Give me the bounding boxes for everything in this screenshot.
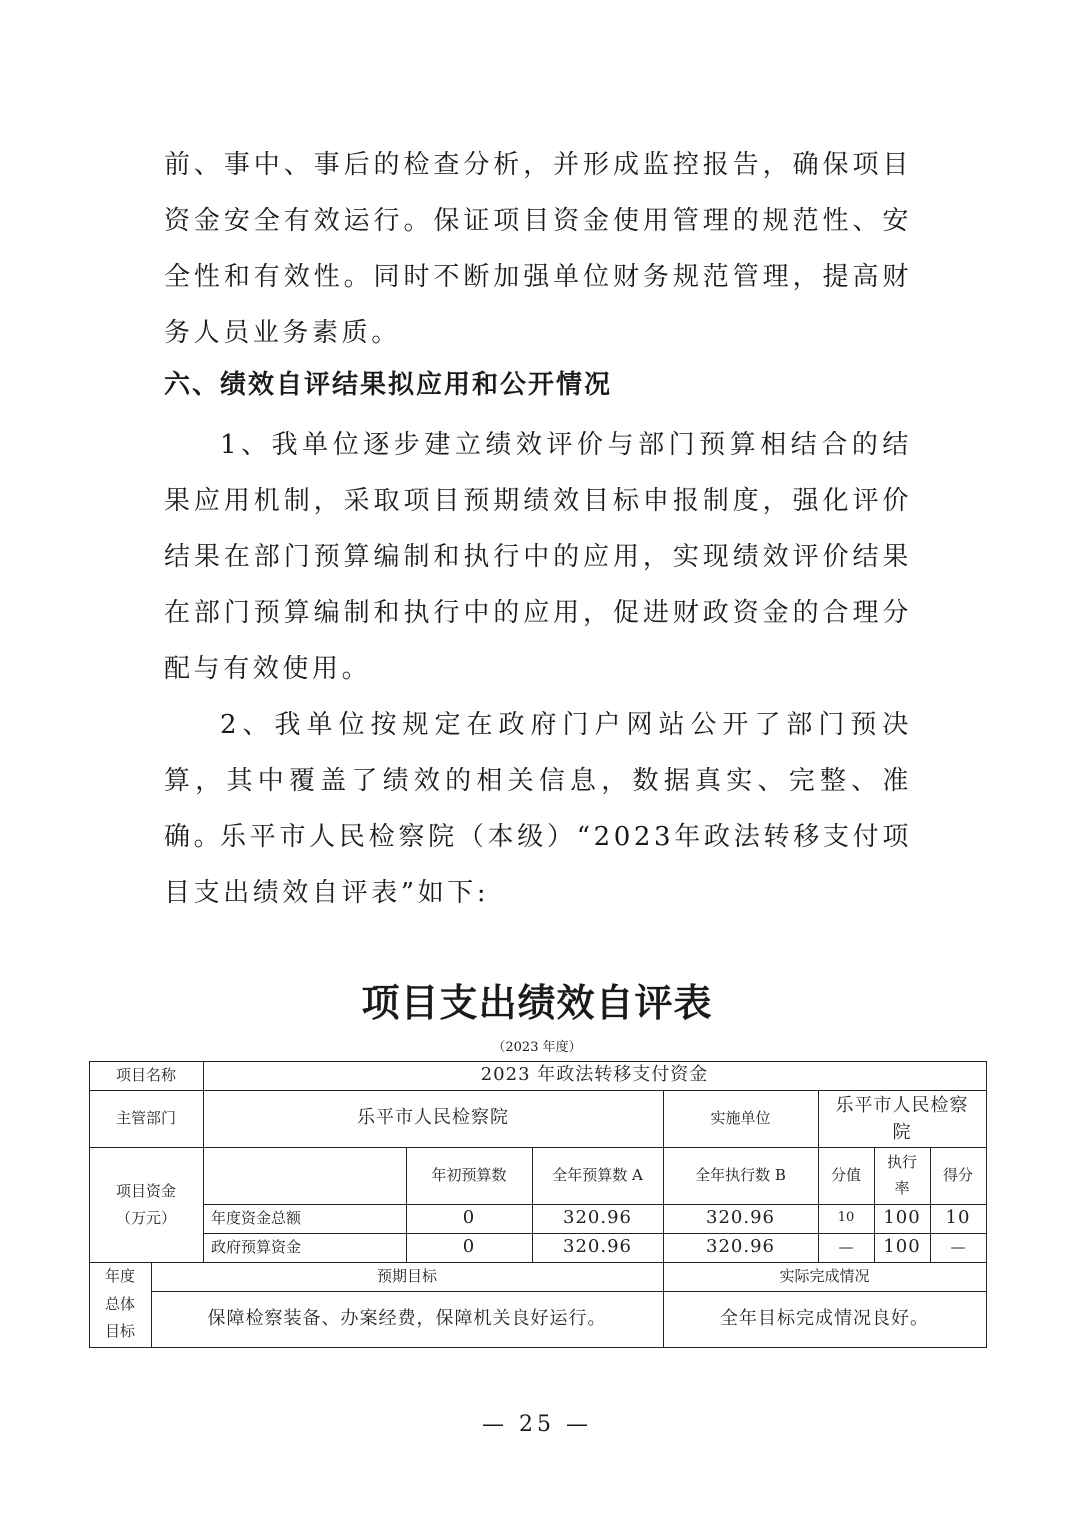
col-annual-budget: 全年预算数 A [552, 1166, 643, 1185]
col-initial-budget: 年初预算数 [431, 1166, 507, 1185]
col-exec-rate: 执行 率 [886, 1153, 917, 1197]
col-score-value: 分值 [830, 1166, 861, 1185]
expected-goal-value: 保障检察装备、办案经费，保障机关良好运行。 [207, 1307, 607, 1329]
row-label: 年度资金总额 [211, 1209, 302, 1228]
paragraph-2: 2、我单位按规定在政府门户网站公开了部门预决算，其中覆盖了绩效的相关信息，数据真实、完整、准确。 [164, 710, 912, 852]
impl-label: 实施单位 [710, 1109, 771, 1128]
goal-label: 年度 总体 目标 [104, 1266, 135, 1341]
row-score-value: 10 [837, 1210, 855, 1226]
row-annual-budget: 320.96 [563, 1207, 632, 1229]
funds-label: 项目资金 （万元） [115, 1181, 176, 1227]
table-title: 项目支出绩效自评表 [361, 981, 713, 1025]
paragraph-3: 乐平市人民检察院（本级）“2023年政法转移支付项目支出绩效自评表”如下: [164, 822, 912, 908]
table-border-right [986, 1061, 987, 1348]
dept-label: 主管部门 [115, 1109, 176, 1128]
row-annual-budget: 320.96 [563, 1236, 632, 1258]
row-initial: 0 [462, 1236, 476, 1258]
project-name-label: 项目名称 [115, 1066, 176, 1085]
actual-result-label: 实际完成情况 [779, 1267, 870, 1286]
paragraph-1: 1、我单位逐步建立绩效评价与部门预算相结合的结果应用机制，采取项目预期绩效目标申报制度，强化评价结果在部门预算编制和执行中的应用，实现绩效评价结果在部门预算编制和执行中的应用，促进财政资金的合理分配与有效使用。 [164, 430, 912, 684]
row-label: 政府预算资金 [211, 1238, 302, 1257]
row-score-value: — [838, 1238, 854, 1257]
section-heading: 六、绩效自评结果拟应用和公开情况 [164, 370, 613, 400]
row-annual-exec: 320.96 [706, 1236, 775, 1258]
project-name-value: 2023 年政法转移支付资金 [480, 1064, 709, 1086]
expected-goal-label: 预期目标 [376, 1267, 437, 1286]
table-border-bottom [89, 1347, 986, 1348]
col-annual-exec: 全年执行数 B [695, 1166, 786, 1185]
row-exec-rate: 100 [883, 1236, 921, 1258]
paragraph-continued: 前、事中、事后的检查分析，并形成监控报告，确保项目资金安全有效运行。保证项目资金使用管理的规范性、安全性和有效性。同时不断加强单位财务规范管理，提高财务人员业务素质。 [164, 150, 912, 348]
dept-value: 乐平市人民检察院 [357, 1107, 509, 1129]
row-annual-exec: 320.96 [706, 1207, 775, 1229]
col-score: 得分 [942, 1166, 973, 1185]
page-number: — 25 — [482, 1412, 592, 1437]
impl-value: 乐平市人民检察院 [835, 1094, 969, 1143]
row-score: 10 [945, 1207, 971, 1229]
table-year: （2023 年度） [492, 1040, 582, 1055]
row-score: — [950, 1238, 966, 1257]
row-exec-rate: 100 [883, 1207, 921, 1229]
actual-result-value: 全年目标完成情况良好。 [720, 1307, 929, 1329]
row-initial: 0 [462, 1207, 476, 1229]
